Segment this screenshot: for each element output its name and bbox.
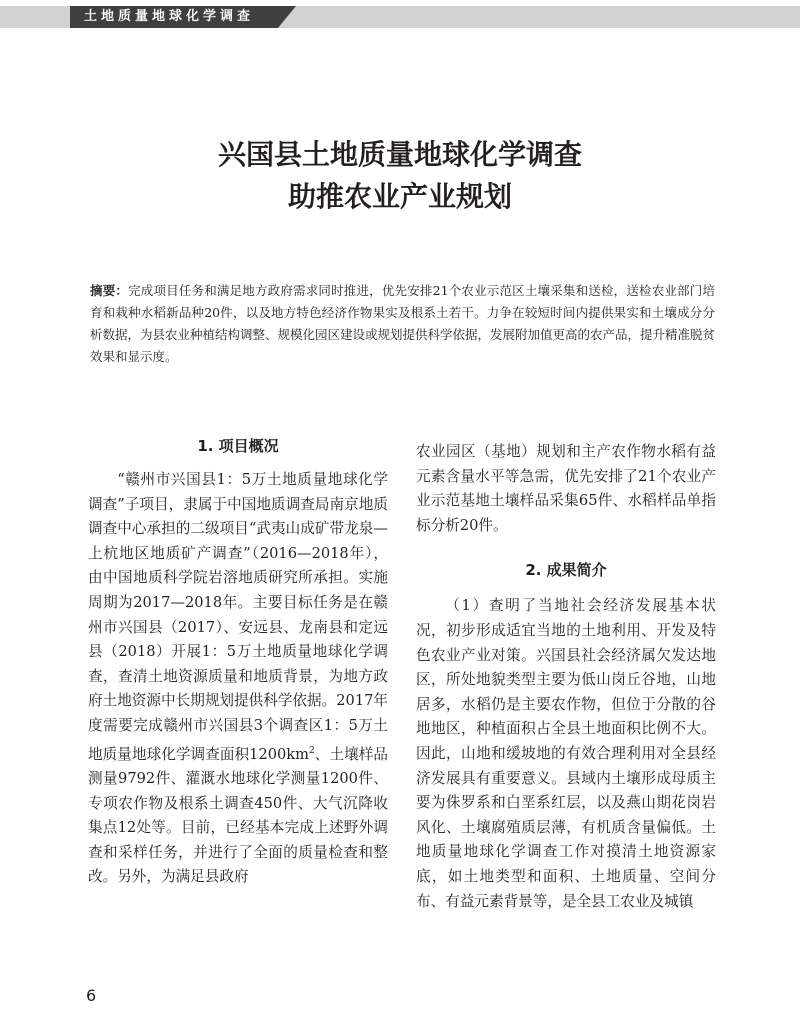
- overview-text-part1: “赣州市兴国县1：5万土地质量地球化学调查”子项目，隶属于中国地质调查局南京地质调查中心承担的二级项目“武夷山成矿带龙泉—上杭地区地质矿产调查”（2016—2018年），由中国地质科学院岩溶地质研究所承担。实施周期为2017—2018年。主要目标任务是在赣州市兴国县（2017）、安远县、龙南县和定远县（2018）开展1：5万土地质量地球化学调查，查清土地资源质量和地质背景，为地方政府土地资源中长期规划提供科学依据。2017年度需要完成赣州市兴国县3个调查区1：5万土地质量地球化学调查面积1200km: [88, 471, 388, 763]
- abstract-label: 摘要：: [90, 283, 129, 298]
- running-title: 土地质量地球化学调查: [84, 9, 255, 24]
- abstract: [90, 280, 715, 368]
- section-heading-results: 2. 成果简介: [525, 561, 607, 580]
- title-line-1: 兴国县土地质量地球化学调查: [217, 138, 582, 171]
- overview-paragraph-continued: 农业园区（基地）规划和主产农作物水稻有益元素含量水平等急需，优先安排了21个农业产业示范基地土壤样品采集65件、水稻样品单指标分析20件。: [416, 443, 716, 534]
- abstract-text: 完成项目任务和满足地方政府需求同时推进，优先安排21个农业示范区土壤采集和送检，送检农业部门培育和栽种水稻新品种20件，以及地方特色经济作物果实及根系土若干。力争在较短时间内提供果实和土壤成分分析数据，为县农业种植结构调整、规模化园区建设或规划提供科学依据，发展附加值更高的农产品，提升精准脱贫效果和显示度。: [90, 283, 716, 364]
- results-paragraph: （1）查明了当地社会经济发展基本状况，初步形成适宜当地的土地利用、开发及特色农业产业对策。兴国县社会经济属欠发达地区，所处地貌类型主要为低山岗丘谷地，山地居多，水稻仍是主要农作物，但位于分散的谷地地区，种植面积占全县土地面积比例不大。因此，山地和缓坡地的有效合理利用对全县经济发展具有重要意义。县域内土壤形成母质主要为侏罗系和白垩系红层，以及燕山期花岗岩风化、土壤腐殖质层薄，有机质含量偏低。土地质量地球化学调查工作对摸清土地资源家底，如土地类型和面积、土地质量、空间分布、有益元素背景等，是全县工农业及城镇: [416, 597, 716, 910]
- left-column: [88, 437, 388, 890]
- article-title: [0, 134, 800, 218]
- overview-paragraph: [88, 468, 388, 890]
- overview-text-part2: 、土壤样品测量9792件、灌溉水地球化学测量1200件、专项农作物及根系土调查450件、大气沉降收集点12处等。目前，已经基本完成上述野外调查和采样任务，并进行了全面的质量检查和整改。另外，为满足县政府: [88, 745, 388, 886]
- running-header: [0, 0, 800, 40]
- section-heading-overview: 1. 项目概况: [197, 437, 279, 455]
- right-column: [416, 440, 716, 914]
- page-number: 6: [86, 986, 97, 1005]
- title-line-2: 助推农业产业规划: [287, 180, 512, 213]
- superscript-2: 2: [309, 745, 315, 756]
